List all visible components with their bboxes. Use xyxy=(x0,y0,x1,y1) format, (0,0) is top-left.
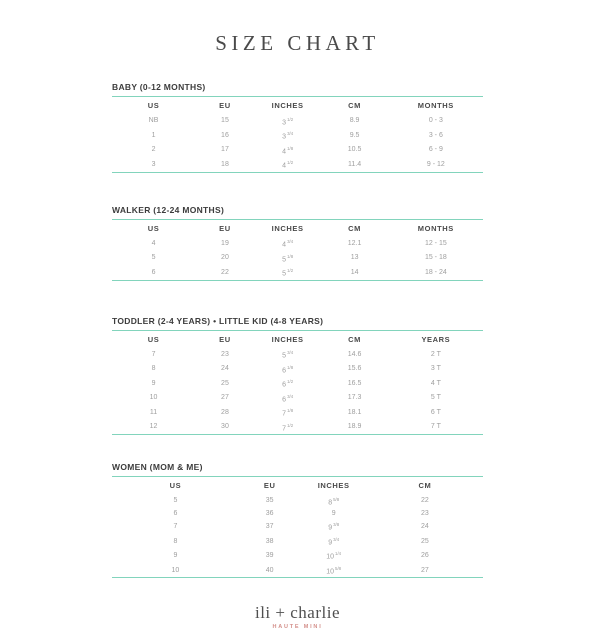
fraction: 1/2 xyxy=(287,160,294,166)
fraction: 3/8 xyxy=(333,522,340,528)
column-header: YEARS xyxy=(421,334,451,344)
table-cell: 18.9 xyxy=(347,423,362,431)
table-cell: $9^{3/4}$ xyxy=(328,536,340,547)
toddler-size-table xyxy=(112,331,483,436)
fraction: 3/4 xyxy=(287,350,294,356)
table-cell: 27 xyxy=(421,566,429,574)
table-row xyxy=(112,265,483,280)
column-header: US xyxy=(147,334,160,344)
table-cell: 20 xyxy=(221,254,229,262)
table-row xyxy=(112,128,483,143)
women-size-table xyxy=(112,477,483,578)
header-row xyxy=(112,477,483,494)
table-cell: $4^{1/8}$ xyxy=(282,145,294,155)
column-header: INCHES xyxy=(317,481,350,491)
table-cell: 24 xyxy=(221,365,229,373)
table-cell: $5^{1/2}$ xyxy=(282,268,294,278)
section-heading-toddler: TODDLER (2-4 YEARS) • LITTLE KID (4-8 YEARS) xyxy=(112,316,483,331)
table-cell: $3^{3/4}$ xyxy=(282,131,294,141)
table-cell: 10.5 xyxy=(347,146,362,154)
table-cell: 2 T xyxy=(430,350,441,358)
baby-size-table xyxy=(112,97,483,173)
table-cell: 25 xyxy=(421,537,429,545)
fraction: 1/8 xyxy=(287,364,294,370)
brand-logo xyxy=(112,603,483,630)
table-cell: $3^{1/2}$ xyxy=(282,116,294,126)
table-cell: 9.5 xyxy=(349,131,360,139)
table-cell: 18.1 xyxy=(347,408,362,416)
table-cell: 11.4 xyxy=(348,160,362,168)
table-cell: 7 xyxy=(173,523,178,531)
page-title: SIZE CHART xyxy=(215,31,380,55)
section-baby xyxy=(112,82,483,173)
column-header: INCHES xyxy=(271,101,304,110)
section-women xyxy=(112,462,483,578)
table-cell: 26 xyxy=(421,552,429,560)
table-cell: 3 xyxy=(151,160,156,168)
table-row xyxy=(112,494,483,509)
table-row xyxy=(112,519,483,534)
table-cell: 12.1 xyxy=(347,239,362,247)
fraction: 1/2 xyxy=(287,379,294,385)
table-cell: 4 T xyxy=(430,379,441,387)
table-row xyxy=(112,157,483,172)
column-header: EU xyxy=(219,223,231,233)
table-cell: 6 xyxy=(151,268,156,276)
table-cell: 30 xyxy=(221,423,229,431)
chart-content xyxy=(112,82,483,578)
table-cell: 16.5 xyxy=(347,379,362,387)
fraction: 1/8 xyxy=(287,253,294,259)
brand-name: ili + charlie xyxy=(254,603,340,623)
table-cell: 23 xyxy=(421,510,429,518)
table-row xyxy=(112,534,483,549)
table-cell: 18 - 24 xyxy=(424,268,447,276)
column-header: US xyxy=(147,101,160,110)
table-cell: $6^{3/4}$ xyxy=(282,393,294,403)
table-row xyxy=(112,405,483,420)
table-cell: 2 xyxy=(151,146,156,154)
table-cell: 1 xyxy=(151,131,156,139)
table-row xyxy=(112,347,483,362)
table-cell: 9 - 12 xyxy=(426,160,445,168)
table-cell: 10 xyxy=(149,394,158,402)
column-header: CM xyxy=(348,101,362,110)
column-header: CM xyxy=(348,223,362,233)
table-cell: 5 xyxy=(151,254,156,262)
table-cell: 14.6 xyxy=(347,350,362,358)
table-cell: 6 - 9 xyxy=(428,146,443,154)
column-header: CM xyxy=(348,334,362,344)
table-cell: $6^{1/2}$ xyxy=(282,379,294,389)
fraction: 1/2 xyxy=(287,116,294,122)
table-cell: 8.9 xyxy=(349,117,360,125)
table-cell: $5^{1/8}$ xyxy=(282,253,294,263)
table-cell: 8 xyxy=(151,365,156,373)
table-cell: 35 xyxy=(265,497,274,505)
table-cell: 16 xyxy=(221,131,229,139)
section-heading-walker: WALKER (12-24 MONTHS) xyxy=(112,205,483,220)
table-cell: 6 T xyxy=(430,408,441,416)
table-cell: 12 - 15 xyxy=(424,239,447,247)
table-cell: $8^{5/8}$ xyxy=(328,496,340,507)
table-row xyxy=(112,143,483,158)
table-cell: 17 xyxy=(221,146,229,154)
table-cell: $4^{3/4}$ xyxy=(282,239,294,249)
header-row xyxy=(112,331,483,348)
column-header: CM xyxy=(418,481,432,491)
table-cell: 23 xyxy=(221,350,229,358)
table-cell: $7^{1/2}$ xyxy=(282,422,294,433)
table-cell: 4 xyxy=(151,239,156,247)
table-cell: $10^{1/4}$ xyxy=(326,551,342,561)
fraction: 3/4 xyxy=(287,393,294,399)
table-cell: 5 T xyxy=(430,394,441,402)
table-cell: 15 - 18 xyxy=(424,254,447,262)
fraction: 1/8 xyxy=(287,145,294,151)
table-row xyxy=(112,563,483,578)
table-cell: 11 xyxy=(149,408,158,416)
table-cell: $10^{5/8}$ xyxy=(326,565,342,576)
table-cell: 25 xyxy=(221,379,229,387)
header-row xyxy=(112,220,483,237)
table-cell: 3 - 6 xyxy=(428,131,443,139)
fraction: 1/4 xyxy=(335,551,342,557)
table-row xyxy=(112,362,483,377)
fraction: 5/8 xyxy=(333,496,340,502)
table-cell: 38 xyxy=(265,537,274,545)
table-row xyxy=(112,376,483,391)
fraction: 1/8 xyxy=(287,408,294,414)
table-cell: 22 xyxy=(221,268,229,276)
table-cell: $5^{3/4}$ xyxy=(282,350,294,360)
column-header: MONTHS xyxy=(417,101,454,110)
table-cell: 15 xyxy=(221,117,229,125)
table-cell: 17.3 xyxy=(347,394,362,402)
column-header: US xyxy=(169,481,182,491)
table-row xyxy=(112,236,483,251)
column-header: EU xyxy=(219,334,231,344)
fraction: 1/2 xyxy=(287,422,294,428)
fraction: 5/8 xyxy=(335,565,342,571)
table-cell: 6 xyxy=(173,510,178,518)
table-cell: 0 - 3 xyxy=(428,117,443,125)
table-cell: $9^{3/8}$ xyxy=(328,522,340,532)
table-cell: 12 xyxy=(149,423,158,431)
table-cell: 8 xyxy=(173,537,178,545)
table-cell: 15.6 xyxy=(347,365,362,373)
fraction: 3/4 xyxy=(287,239,294,245)
column-header: INCHES xyxy=(271,223,304,233)
table-cell: 13 xyxy=(350,254,359,262)
table-row xyxy=(112,251,483,266)
fraction: 3/4 xyxy=(287,131,294,137)
table-cell: 14 xyxy=(350,268,359,276)
table-cell: 24 xyxy=(421,523,429,531)
table-cell: 9 xyxy=(173,552,178,560)
table-cell: 9 xyxy=(151,379,156,387)
table-cell: 28 xyxy=(221,408,229,416)
section-walker xyxy=(112,205,483,281)
table-cell: 10 xyxy=(171,566,180,574)
table-cell: 7 T xyxy=(430,423,441,431)
column-header: INCHES xyxy=(271,334,304,344)
table-cell: 36 xyxy=(265,510,274,518)
table-cell: NB xyxy=(148,117,159,125)
fraction: 1/2 xyxy=(287,268,294,274)
brand-tagline: HAUTE MINI xyxy=(272,624,323,630)
table-cell: 7 xyxy=(151,350,156,358)
table-cell: 3 T xyxy=(430,365,441,373)
table-cell: $7^{1/8}$ xyxy=(282,408,294,418)
table-cell: 9 xyxy=(331,510,336,518)
column-header: MONTHS xyxy=(417,223,454,233)
column-header: EU xyxy=(219,101,231,110)
table-row xyxy=(112,114,483,129)
table-row xyxy=(112,548,483,563)
table-cell: 37 xyxy=(265,523,274,531)
table-cell: $6^{1/8}$ xyxy=(282,364,294,374)
fraction: 3/4 xyxy=(333,536,340,542)
column-header: US xyxy=(147,223,160,233)
table-row xyxy=(112,391,483,406)
walker-size-table xyxy=(112,220,483,281)
table-cell: 5 xyxy=(173,497,178,505)
table-cell: 18 xyxy=(221,160,229,168)
header-row xyxy=(112,97,483,114)
table-cell: 19 xyxy=(221,239,229,247)
table-cell: $4^{1/2}$ xyxy=(282,160,294,170)
section-toddler-little-kid xyxy=(112,316,483,436)
column-header: EU xyxy=(263,481,276,491)
section-heading-women: WOMEN (MOM & ME) xyxy=(112,462,483,477)
table-row xyxy=(112,508,483,519)
table-row xyxy=(112,420,483,435)
table-cell: 39 xyxy=(265,552,274,560)
table-cell: 40 xyxy=(265,566,274,574)
table-cell: 22 xyxy=(421,497,429,505)
table-cell: 27 xyxy=(221,394,229,402)
section-heading-baby: BABY (0-12 MONTHS) xyxy=(112,82,483,97)
